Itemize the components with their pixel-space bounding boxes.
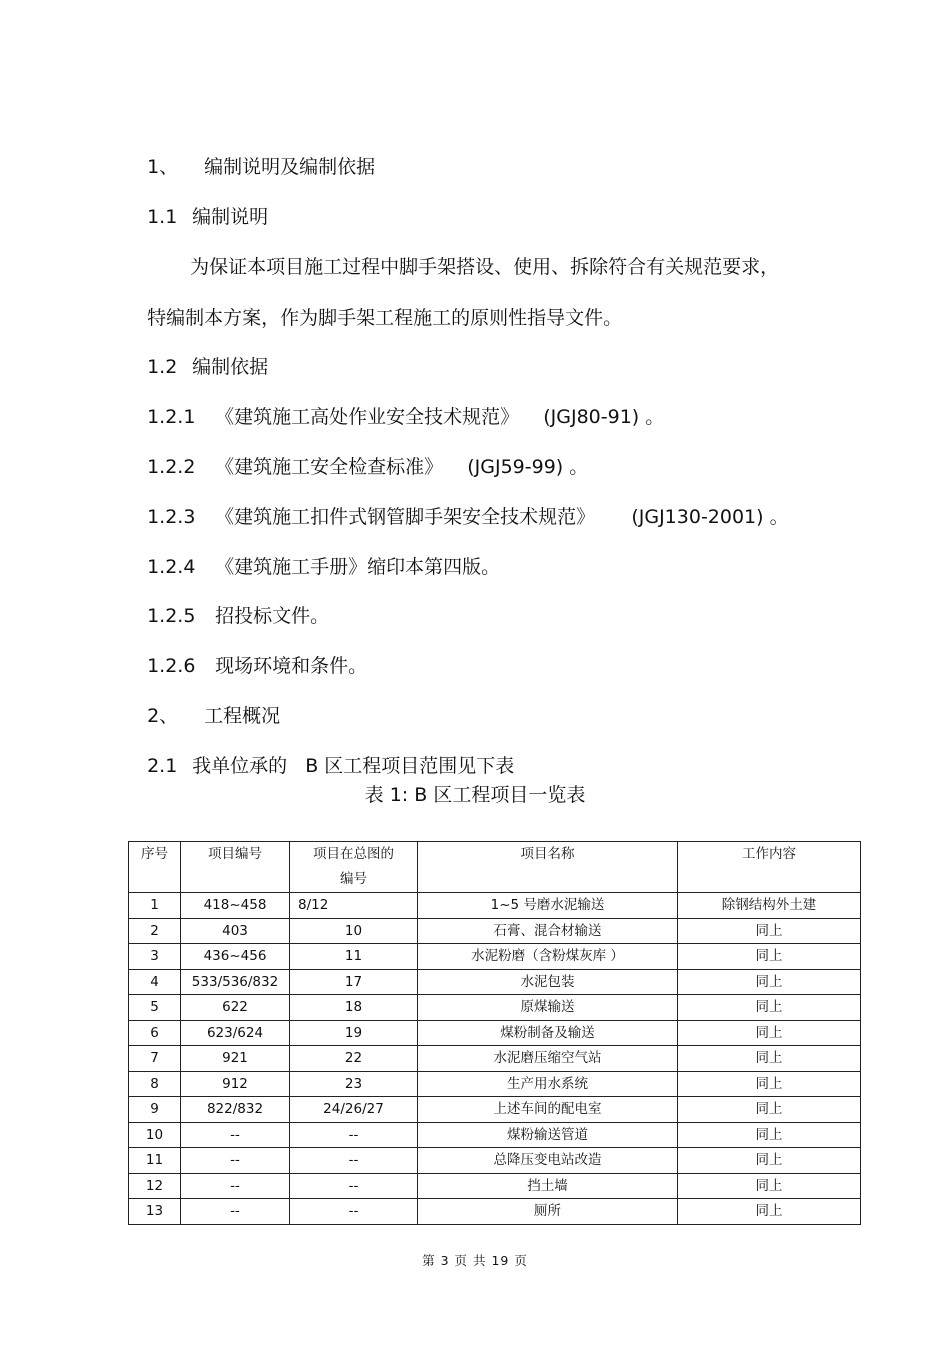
cell-work-content: 同上 bbox=[678, 1173, 861, 1199]
cell-project-code: 622 bbox=[181, 995, 290, 1021]
cell-index: 1 bbox=[129, 893, 181, 919]
cell-work-content: 同上 bbox=[678, 1148, 861, 1174]
cell-project-name: 煤粉输送管道 bbox=[418, 1122, 678, 1148]
cell-work-content: 同上 bbox=[678, 995, 861, 1021]
table-row bbox=[129, 1199, 861, 1225]
cell-work-content: 同上 bbox=[678, 918, 861, 944]
heading-2-1-text: 我单位承的 B 区工程项目范围见下表 bbox=[192, 755, 515, 777]
cell-project-code: 418~458 bbox=[181, 893, 290, 919]
header-project-name: 项目名称 bbox=[418, 842, 678, 893]
reference-1-2-3-text: 《建筑施工扣件式钢管脚手架安全技术规范》 (JGJ130-2001) 。 bbox=[215, 506, 789, 528]
table-row bbox=[129, 1020, 861, 1046]
paragraph-line-2 bbox=[135, 282, 622, 330]
reference-1-2-1-number: 1.2.1 bbox=[147, 406, 196, 428]
cell-project-name: 生产用水系统 bbox=[418, 1071, 678, 1097]
reference-1-2-5-number: 1.2.5 bbox=[147, 605, 196, 627]
table-row bbox=[129, 944, 861, 970]
table-row bbox=[129, 1148, 861, 1174]
paragraph-text-2: 特编制本方案，作为脚手架工程施工的原则性指导文件。 bbox=[147, 307, 623, 329]
table-header-row bbox=[129, 842, 861, 893]
cell-project-name: 总降压变电站改造 bbox=[418, 1148, 678, 1174]
cell-site-plan-code: 22 bbox=[290, 1046, 418, 1072]
cell-index: 9 bbox=[129, 1097, 181, 1123]
cell-project-code: -- bbox=[181, 1199, 290, 1225]
table-row bbox=[129, 918, 861, 944]
cell-project-name: 石膏、混合材输送 bbox=[418, 918, 678, 944]
cell-project-code: -- bbox=[181, 1173, 290, 1199]
cell-project-name: 水泥磨压缩空气站 bbox=[418, 1046, 678, 1072]
cell-work-content: 同上 bbox=[678, 969, 861, 995]
cell-project-code: 822/832 bbox=[181, 1097, 290, 1123]
cell-project-name: 原煤输送 bbox=[418, 995, 678, 1021]
table-row bbox=[129, 1122, 861, 1148]
cell-project-code: 533/536/832 bbox=[181, 969, 290, 995]
cell-site-plan-code: 8/12 bbox=[290, 893, 418, 919]
heading-1-number: 1、 bbox=[147, 156, 179, 178]
reference-1-2-6 bbox=[135, 630, 367, 678]
cell-project-code: 436~456 bbox=[181, 944, 290, 970]
heading-1-text: 编制说明及编制依据 bbox=[204, 156, 376, 178]
paragraph-line-1 bbox=[178, 231, 779, 279]
cell-index: 2 bbox=[129, 918, 181, 944]
cell-project-name: 水泥粉磨（含粉煤灰库 ） bbox=[418, 944, 678, 970]
heading-1-1 bbox=[135, 181, 268, 229]
reference-1-2-1-text: 《建筑施工高处作业安全技术规范》 (JGJ80-91) 。 bbox=[215, 406, 665, 428]
cell-index: 13 bbox=[129, 1199, 181, 1225]
heading-1-2 bbox=[135, 331, 268, 379]
cell-project-code: -- bbox=[181, 1148, 290, 1174]
cell-index: 6 bbox=[129, 1020, 181, 1046]
reference-1-2-5-text: 招投标文件。 bbox=[215, 605, 330, 627]
cell-project-code: 403 bbox=[181, 918, 290, 944]
heading-1-1-number: 1.1 bbox=[147, 206, 178, 228]
reference-1-2-1 bbox=[135, 381, 664, 429]
cell-site-plan-code: 18 bbox=[290, 995, 418, 1021]
cell-work-content: 同上 bbox=[678, 1199, 861, 1225]
heading-2-text: 工程概况 bbox=[204, 705, 281, 727]
cell-site-plan-code: 10 bbox=[290, 918, 418, 944]
reference-1-2-6-text: 现场环境和条件。 bbox=[215, 655, 368, 677]
reference-1-2-2-number: 1.2.2 bbox=[147, 456, 196, 478]
cell-work-content: 同上 bbox=[678, 944, 861, 970]
cell-project-name: 上述车间的配电室 bbox=[418, 1097, 678, 1123]
header-project-code: 项目编号 bbox=[181, 842, 290, 893]
cell-project-code: 623/624 bbox=[181, 1020, 290, 1046]
cell-index: 11 bbox=[129, 1148, 181, 1174]
cell-index: 7 bbox=[129, 1046, 181, 1072]
reference-1-2-2 bbox=[135, 431, 588, 479]
heading-2-1 bbox=[135, 730, 514, 778]
cell-site-plan-code: 17 bbox=[290, 969, 418, 995]
reference-1-2-3-number: 1.2.3 bbox=[147, 506, 196, 528]
cell-project-code: 921 bbox=[181, 1046, 290, 1072]
cell-project-code: 912 bbox=[181, 1071, 290, 1097]
table-row bbox=[129, 969, 861, 995]
reference-1-2-6-number: 1.2.6 bbox=[147, 655, 196, 677]
heading-2-1-number: 2.1 bbox=[147, 755, 178, 777]
cell-site-plan-code: 19 bbox=[290, 1020, 418, 1046]
heading-1 bbox=[135, 131, 375, 179]
reference-1-2-3 bbox=[135, 481, 789, 529]
cell-project-name: 1~5 号磨水泥输送 bbox=[418, 893, 678, 919]
cell-index: 12 bbox=[129, 1173, 181, 1199]
cell-project-name: 煤粉制备及输送 bbox=[418, 1020, 678, 1046]
cell-index: 10 bbox=[129, 1122, 181, 1148]
table-row bbox=[129, 1046, 861, 1072]
table-row bbox=[129, 893, 861, 919]
heading-1-1-text: 编制说明 bbox=[192, 206, 269, 228]
heading-2 bbox=[135, 680, 280, 728]
table-row bbox=[129, 1097, 861, 1123]
table-caption: 表 1: B 区工程项目一览表 bbox=[364, 784, 586, 806]
cell-project-name: 挡土墙 bbox=[418, 1173, 678, 1199]
cell-project-code: -- bbox=[181, 1122, 290, 1148]
table-row bbox=[129, 995, 861, 1021]
cell-site-plan-code: 11 bbox=[290, 944, 418, 970]
cell-site-plan-code: 24/26/27 bbox=[290, 1097, 418, 1123]
cell-index: 5 bbox=[129, 995, 181, 1021]
cell-work-content: 除钢结构外土建 bbox=[678, 893, 861, 919]
cell-site-plan-code: 23 bbox=[290, 1071, 418, 1097]
cell-project-name: 水泥包装 bbox=[418, 969, 678, 995]
cell-work-content: 同上 bbox=[678, 1046, 861, 1072]
header-index: 序号 bbox=[129, 842, 181, 893]
cell-work-content: 同上 bbox=[678, 1020, 861, 1046]
reference-1-2-4-number: 1.2.4 bbox=[147, 556, 196, 578]
cell-site-plan-code: -- bbox=[290, 1122, 418, 1148]
cell-project-name: 厕所 bbox=[418, 1199, 678, 1225]
reference-1-2-2-text: 《建筑施工安全检查标准》 (JGJ59-99) 。 bbox=[215, 456, 589, 478]
project-table bbox=[128, 841, 861, 1225]
table-row bbox=[129, 1173, 861, 1199]
reference-1-2-4 bbox=[135, 531, 500, 579]
cell-index: 3 bbox=[129, 944, 181, 970]
reference-1-2-5 bbox=[135, 580, 329, 628]
cell-work-content: 同上 bbox=[678, 1071, 861, 1097]
page-footer: 第 3 页 共 19 页 bbox=[422, 1253, 528, 1268]
table-body bbox=[129, 893, 861, 1225]
cell-work-content: 同上 bbox=[678, 1122, 861, 1148]
cell-work-content: 同上 bbox=[678, 1097, 861, 1123]
paragraph-text-1: 为保证本项目施工过程中脚手架搭设、使用、拆除符合有关规范要求， bbox=[190, 256, 780, 278]
heading-1-2-text: 编制依据 bbox=[192, 356, 269, 378]
cell-site-plan-code: -- bbox=[290, 1173, 418, 1199]
cell-index: 4 bbox=[129, 969, 181, 995]
cell-site-plan-code: -- bbox=[290, 1199, 418, 1225]
cell-site-plan-code: -- bbox=[290, 1148, 418, 1174]
heading-2-number: 2、 bbox=[147, 705, 179, 727]
reference-1-2-4-text: 《建筑施工手册》缩印本第四版。 bbox=[215, 556, 501, 578]
header-site-plan-code: 项目在总图的编号 bbox=[290, 842, 418, 893]
table-row bbox=[129, 1071, 861, 1097]
cell-index: 8 bbox=[129, 1071, 181, 1097]
heading-1-2-number: 1.2 bbox=[147, 356, 178, 378]
header-work-content: 工作内容 bbox=[678, 842, 861, 893]
